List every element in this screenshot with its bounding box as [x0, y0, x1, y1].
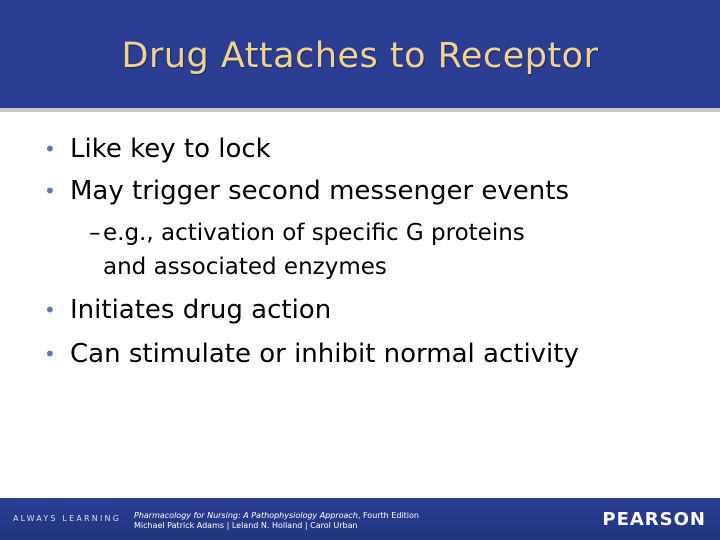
slide-title: Drug Attaches to Receptor: [121, 36, 599, 76]
book-title: Pharmacology for Nursing: A Pathophysiology Approach: [134, 511, 358, 520]
book-citation: [134, 511, 419, 531]
title-divider: [0, 108, 720, 112]
bullet-text: May trigger second messenger events: [70, 176, 570, 206]
bullet-text: Can stimulate or inhibit normal activity: [70, 339, 579, 369]
book-authors: Michael Patrick Adams | Leland N. Holland | Carol Urban: [134, 521, 358, 530]
title-bar: [0, 0, 720, 108]
footer-bar: [0, 498, 720, 540]
sub-bullet-text-line2: and associated enzymes: [103, 254, 387, 280]
bullet-marker: •: [44, 137, 56, 161]
book-edition: , Fourth Edition: [357, 511, 419, 520]
bullet-marker: •: [44, 179, 56, 203]
footer-tagline: ALWAYS LEARNING: [13, 514, 122, 523]
bullet-marker: •: [44, 298, 56, 322]
bullet-text: Like key to lock: [70, 134, 271, 164]
sub-bullet-item: [89, 219, 525, 248]
bullet-marker: •: [44, 342, 56, 366]
publisher-logo: PEARSON: [602, 509, 706, 530]
bullet-text: Initiates drug action: [70, 295, 332, 325]
sub-bullet-item-continued: [103, 253, 387, 282]
sub-bullet-marker: –: [89, 220, 101, 246]
sub-bullet-text-line1: e.g., activation of specific G proteins: [103, 220, 525, 246]
